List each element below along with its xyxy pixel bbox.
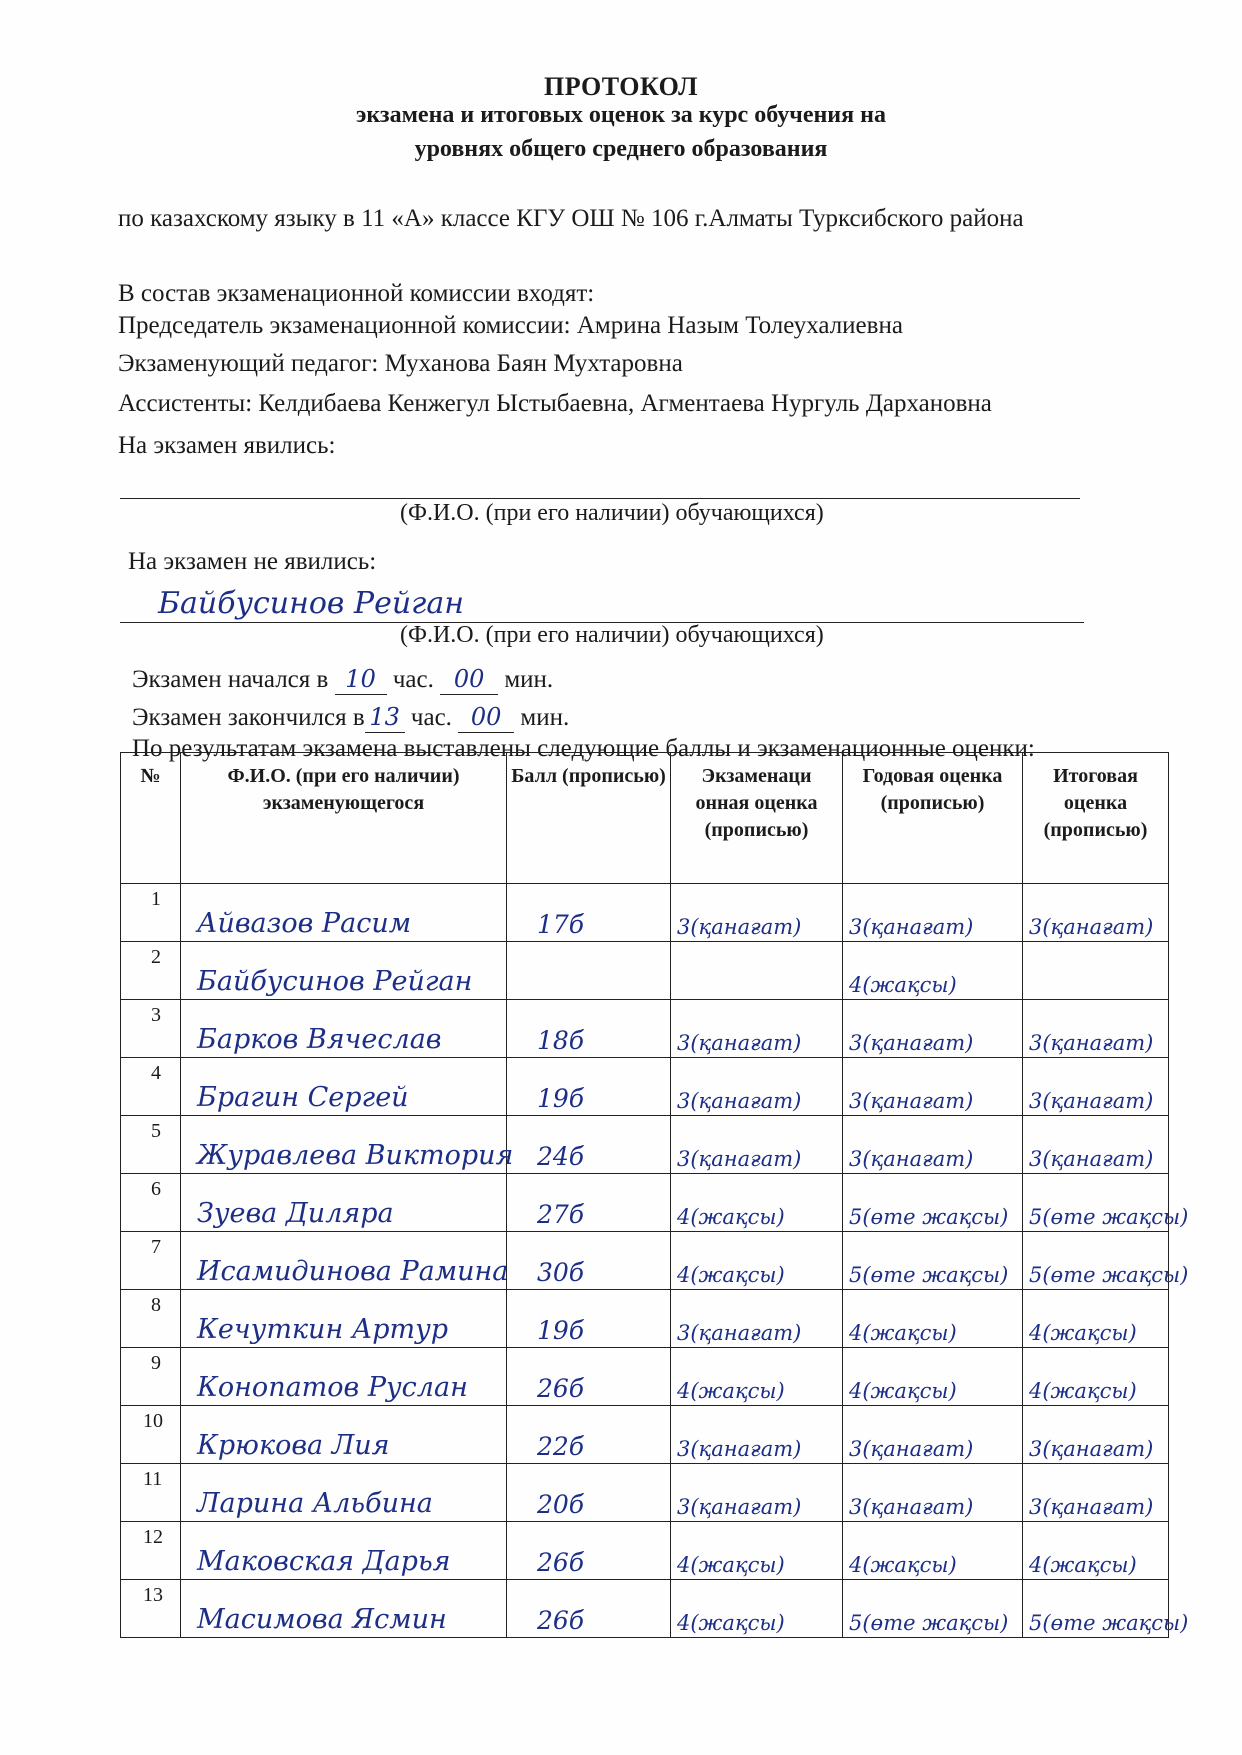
exam-grade: 3(қанағат) — [677, 1321, 802, 1345]
cell-num — [121, 1174, 181, 1232]
cell-score — [507, 1174, 671, 1232]
row-number: 2 — [151, 946, 161, 968]
cell-score — [507, 942, 671, 1000]
present-fill-line — [120, 498, 1080, 499]
final-grade: 3(қанағат) — [1029, 915, 1154, 939]
header-score: Балл (прописью) — [507, 753, 671, 884]
student-name: Журавлева Виктория — [197, 1140, 514, 1171]
student-name: Конопатов Руслан — [197, 1372, 468, 1403]
cell-num — [121, 1522, 181, 1580]
table-row — [121, 1348, 1169, 1406]
cell-name — [181, 1232, 507, 1290]
exam-start-min-unit: мин. — [504, 666, 554, 693]
final-grade: 4(жақсы) — [1029, 1379, 1137, 1403]
table-row — [121, 1174, 1169, 1232]
cell-name — [181, 1348, 507, 1406]
cell-year — [843, 1058, 1023, 1116]
final-grade: 5(өте жақсы) — [1029, 1205, 1189, 1229]
present-caption: (Ф.И.О. (при его наличии) обучающихся) — [400, 500, 824, 526]
commission-chair: Председатель экзаменационной комиссии: Амрина Назым Толеухалиевна — [118, 312, 903, 339]
row-number: 13 — [143, 1584, 163, 1606]
exam-grade: 4(жақсы) — [677, 1205, 785, 1229]
page-title: ПРОТОКОЛ — [544, 72, 698, 101]
cell-num — [121, 1058, 181, 1116]
exam-grade: 3(қанағат) — [677, 1147, 802, 1171]
year-grade: 3(қанағат) — [849, 1437, 974, 1461]
table-row — [121, 1000, 1169, 1058]
year-grade: 3(қанағат) — [849, 1147, 974, 1171]
table-row — [121, 1464, 1169, 1522]
exam-start-line — [132, 665, 553, 695]
student-name: Кечуткин Артур — [197, 1314, 449, 1345]
row-number: 5 — [151, 1120, 161, 1142]
final-grade: 3(қанағат) — [1029, 1031, 1154, 1055]
cell-exam — [671, 1464, 843, 1522]
cell-name — [181, 1406, 507, 1464]
exam-grade: 3(қанағат) — [677, 1495, 802, 1519]
cell-year — [843, 1348, 1023, 1406]
exam-end-line — [132, 703, 569, 733]
student-score: 26б — [537, 1374, 585, 1403]
cell-year — [843, 1174, 1023, 1232]
final-grade: 4(жақсы) — [1029, 1553, 1137, 1577]
exam-grade: 3(қанағат) — [677, 915, 802, 939]
student-score: 19б — [537, 1316, 585, 1345]
student-score: 27б — [537, 1200, 585, 1229]
cell-year — [843, 1116, 1023, 1174]
table-row — [121, 1522, 1169, 1580]
cell-exam — [671, 1116, 843, 1174]
cell-year — [843, 942, 1023, 1000]
table-row — [121, 1058, 1169, 1116]
row-number: 7 — [151, 1236, 161, 1258]
cell-score — [507, 1116, 671, 1174]
table-row — [121, 1290, 1169, 1348]
final-grade: 5(өте жақсы) — [1029, 1611, 1189, 1635]
student-score: 30б — [537, 1258, 585, 1287]
exam-end-min: 00 — [470, 703, 502, 731]
cell-final — [1023, 1000, 1169, 1058]
cell-exam — [671, 1290, 843, 1348]
exam-grade: 3(қанағат) — [677, 1031, 802, 1055]
header-num: № — [121, 753, 181, 884]
cell-year — [843, 1406, 1023, 1464]
cell-final — [1023, 1116, 1169, 1174]
cell-score — [507, 1290, 671, 1348]
results-table — [120, 752, 1189, 1638]
row-number: 3 — [151, 1004, 161, 1026]
cell-num — [121, 1580, 181, 1638]
cell-score — [507, 1406, 671, 1464]
final-grade: 3(қанағат) — [1029, 1495, 1154, 1519]
exam-end-hour-unit: час. — [410, 704, 452, 731]
header-name: Ф.И.О. (при его наличии) экзаменующегося — [181, 753, 507, 884]
cell-name — [181, 1058, 507, 1116]
exam-grade: 4(жақсы) — [677, 1379, 785, 1403]
final-grade: 4(жақсы) — [1029, 1321, 1137, 1345]
year-grade: 3(қанағат) — [849, 1089, 974, 1113]
student-name: Масимова Ясмин — [197, 1604, 447, 1635]
header-year-grade: Годовая оценка (прописью) — [843, 753, 1023, 884]
row-number: 6 — [151, 1178, 161, 1200]
cell-num — [121, 1464, 181, 1522]
cell-score — [507, 884, 671, 942]
table-row — [121, 1232, 1169, 1290]
cell-score — [507, 1000, 671, 1058]
cell-year — [843, 1232, 1023, 1290]
cell-exam — [671, 1348, 843, 1406]
cell-year — [843, 884, 1023, 942]
cell-final — [1023, 1580, 1189, 1638]
cell-final — [1023, 1522, 1169, 1580]
cell-score — [507, 1580, 671, 1638]
cell-final — [1023, 1232, 1189, 1290]
cell-score — [507, 1232, 671, 1290]
row-number: 4 — [151, 1062, 161, 1084]
cell-final — [1023, 1174, 1189, 1232]
student-score: 24б — [537, 1142, 585, 1171]
subject-line: по казахскому языку в 11 «А» классе КГУ ОШ № 106 г.Алматы Турксибского района — [118, 205, 1024, 232]
year-grade: 5(өте жақсы) — [849, 1611, 1009, 1635]
student-score: 26б — [537, 1548, 585, 1577]
cell-num — [121, 942, 181, 1000]
year-grade: 4(жақсы) — [849, 1379, 957, 1403]
final-grade: 5(өте жақсы) — [1029, 1263, 1189, 1287]
header-final-grade: Итоговая оценка (прописью) — [1023, 753, 1169, 884]
cell-name — [181, 1464, 507, 1522]
commission-examiner: Экзаменующий педагог: Муханова Баян Мухтаровна — [118, 350, 683, 377]
cell-num — [121, 1290, 181, 1348]
student-score: 19б — [537, 1084, 585, 1113]
student-name: Брагин Сергей — [197, 1082, 409, 1113]
row-number: 10 — [143, 1410, 163, 1432]
student-name: Исамидинова Рамина — [197, 1256, 509, 1287]
table-header-row — [121, 753, 1169, 884]
exam-end-hour-field — [365, 703, 405, 733]
cell-score — [507, 1464, 671, 1522]
cell-score — [507, 1058, 671, 1116]
commission-intro: В состав экзаменационной комиссии входят: — [118, 280, 595, 307]
row-number: 1 — [151, 888, 161, 910]
student-score: 20б — [537, 1490, 585, 1519]
page-subtitle-2: уровнях общего среднего образования — [414, 136, 828, 162]
final-grade: 3(қанағат) — [1029, 1089, 1154, 1113]
cell-exam — [671, 1000, 843, 1058]
exam-end-min-field — [458, 703, 514, 733]
cell-exam — [671, 1058, 843, 1116]
cell-year — [843, 1522, 1023, 1580]
row-number: 12 — [143, 1526, 163, 1548]
absent-student-name: Байбусинов Рейган — [158, 586, 464, 621]
year-grade: 3(қанағат) — [849, 915, 974, 939]
exam-grade: 4(жақсы) — [677, 1553, 785, 1577]
cell-exam — [671, 1580, 843, 1638]
table-row — [121, 942, 1169, 1000]
cell-exam — [671, 884, 843, 942]
cell-num — [121, 1348, 181, 1406]
absent-label: На экзамен не явились: — [128, 548, 377, 575]
cell-name — [181, 1522, 507, 1580]
cell-name — [181, 942, 507, 1000]
page-subtitle-1: экзамена и итоговых оценок за курс обучения на — [356, 102, 886, 128]
student-name: Барков Вячеслав — [197, 1024, 442, 1055]
table-row — [121, 1406, 1169, 1464]
cell-name — [181, 1116, 514, 1174]
year-grade: 4(жақсы) — [849, 1321, 957, 1345]
cell-final — [1023, 1464, 1169, 1522]
exam-grade: 4(жақсы) — [677, 1263, 785, 1287]
exam-start-hour: 10 — [345, 665, 376, 693]
cell-exam — [671, 1406, 843, 1464]
cell-num — [121, 1000, 181, 1058]
cell-score — [507, 1522, 671, 1580]
cell-score — [507, 1348, 671, 1406]
year-grade: 4(жақсы) — [849, 973, 957, 997]
row-number: 9 — [151, 1352, 161, 1374]
cell-final — [1023, 1058, 1169, 1116]
student-name: Айвазов Расим — [197, 908, 412, 939]
year-grade: 5(өте жақсы) — [849, 1205, 1009, 1229]
cell-name — [181, 1174, 507, 1232]
exam-start-min: 00 — [453, 665, 485, 693]
student-name: Байбусинов Рейган — [197, 966, 473, 997]
header-exam-grade: Экзаменаци онная оценка (прописью) — [671, 753, 843, 884]
row-number: 11 — [143, 1468, 163, 1490]
student-name: Крюкова Лия — [197, 1430, 390, 1461]
commission-assistants: Ассистенты: Келдибаева Кенжегул Ыстыбаевна, Агментаева Нургуль Дархановна — [118, 390, 992, 417]
exam-start-hour-unit: час. — [392, 666, 434, 693]
results-intro: По результатам экзамена выставлены следующие баллы и экзаменационные оценки: — [132, 735, 1035, 762]
cell-year — [843, 1464, 1023, 1522]
table-row — [121, 1116, 1169, 1174]
exam-start-hour-field — [335, 665, 387, 695]
cell-year — [843, 1000, 1023, 1058]
cell-final — [1023, 942, 1169, 1000]
exam-end-min-unit: мин. — [520, 704, 570, 731]
student-score: 26б — [537, 1606, 585, 1635]
exam-grade: 4(жақсы) — [677, 1611, 785, 1635]
exam-end-hour: 13 — [369, 703, 400, 731]
cell-num — [121, 1116, 181, 1174]
cell-exam — [671, 1174, 843, 1232]
cell-year — [843, 1580, 1023, 1638]
cell-num — [121, 1232, 181, 1290]
cell-year — [843, 1290, 1023, 1348]
cell-num — [121, 1406, 181, 1464]
present-label: На экзамен явились: — [118, 432, 336, 459]
cell-final — [1023, 1290, 1169, 1348]
cell-name — [181, 1290, 507, 1348]
cell-name — [181, 1000, 507, 1058]
cell-exam — [671, 1232, 843, 1290]
year-grade: 5(өте жақсы) — [849, 1263, 1009, 1287]
student-score: 18б — [537, 1026, 585, 1055]
student-score: 17б — [537, 910, 585, 939]
final-grade: 3(қанағат) — [1029, 1147, 1154, 1171]
student-name: Ларина Альбина — [197, 1488, 433, 1519]
cell-exam — [671, 1522, 843, 1580]
year-grade: 4(жақсы) — [849, 1553, 957, 1577]
student-name: Маковская Дарья — [197, 1546, 451, 1577]
final-grade: 3(қанағат) — [1029, 1437, 1154, 1461]
cell-num — [121, 884, 181, 942]
table-row — [121, 1580, 1169, 1638]
cell-final — [1023, 1348, 1169, 1406]
exam-end-prefix: Экзамен закончился в — [132, 704, 365, 731]
exam-grade: 3(қанағат) — [677, 1437, 802, 1461]
student-score: 22б — [537, 1432, 585, 1461]
student-name: Зуева Диляра — [197, 1198, 394, 1229]
exam-start-prefix: Экзамен начался в — [132, 666, 329, 693]
cell-final — [1023, 884, 1169, 942]
cell-final — [1023, 1406, 1169, 1464]
exam-start-min-field — [440, 665, 498, 695]
year-grade: 3(қанағат) — [849, 1495, 974, 1519]
row-number: 8 — [151, 1294, 161, 1316]
table-row — [121, 884, 1169, 942]
absent-caption: (Ф.И.О. (при его наличии) обучающихся) — [400, 622, 824, 648]
cell-name — [181, 884, 507, 942]
cell-name — [181, 1580, 507, 1638]
year-grade: 3(қанағат) — [849, 1031, 974, 1055]
exam-grade: 3(қанағат) — [677, 1089, 802, 1113]
cell-exam — [671, 942, 843, 1000]
